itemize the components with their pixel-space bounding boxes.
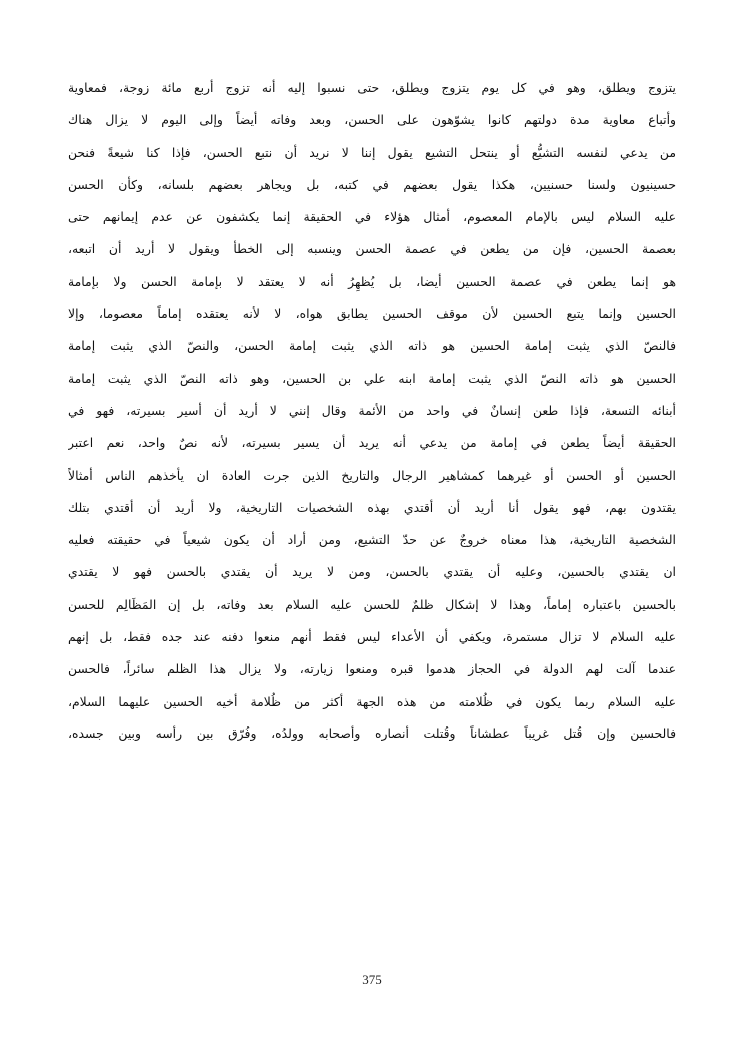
text-line-9: فالنصّ الذي يثبت إمامة الحسين هو ذاته الذي يثبت إمامة الحسن، والنصّ الذي يثبت إمامة bbox=[68, 338, 676, 354]
text-line-5: عليه السلام ليس بالإمام المعصوم، أمثال هؤلاء في الحقيقة إنما يكشفون عن عدم إيمانهم حتى bbox=[68, 209, 676, 225]
page-number: 375 bbox=[362, 972, 382, 987]
text-line-1: يتزوج ويطلق، وهو في كل يوم يتزوج ويطلق، حتى نسبوا إليه أنه تزوج أربع مائة زوجة، فمعاوية bbox=[68, 80, 676, 95]
text-line-10: الحسين هو ذاته النصّ الذي يثبت إمامة ابنه علي بن الحسين، وهو ذاته النصّ الذي يثبت إمامة bbox=[68, 370, 676, 386]
text-line-16: ان يقتدي بالحسين، وعليه أن يقتدي بالحسن، ومن لا يريد أن يقتدي بالحسن فهو لا يقتدي bbox=[68, 564, 676, 580]
text-line-6: بعصمة الحسين، فإن من يطعن في عصمة الحسن وينسبه إلى الخطأ ويقول لا أريد أن اتبعه، bbox=[68, 241, 676, 257]
text-line-18: عليه السلام لا تزال مستمرة، ويكفي أن الأعداء ليس فقط أنهم منعوا دفنه عند جده فقط، بل إنهم bbox=[68, 629, 676, 645]
text-line-11: أبنائه التسعة، فإذا طعن إنسانٌ في واحد من الأئمة وقال إنني لا أريد أن أسير بسيرته، فهو في bbox=[68, 402, 676, 418]
body-text bbox=[68, 74, 676, 752]
text-line-3: من يدعي لنفسه التشيُّع أو ينتحل التشيع يقول إننا لا نريد أن نتبع الحسن، فإذا كنا شيعةً فنحن bbox=[68, 144, 676, 160]
text-line-15: الشخصية التاريخية، هذا معناه خروجٌ عن حدّ التشيع، ومن أراد أن يكون شيعياً في حقيقته فعليه bbox=[68, 532, 676, 548]
text-line-17: بالحسين باعتباره إماماً، وهذا لا إشكال ظلمٌ للحسن عليه السلام بعد وفاته، بل إن المَظَالِم للحسن bbox=[68, 596, 676, 612]
text-line-19: عندما آلت لهم الدولة في الحجاز هدموا قبره ومنعوا زيارته، ولا يزال هذا الظلم سائراً، فالحسن bbox=[68, 661, 676, 677]
text-line-8: الحسين وإنما يتبع الحسين لأن موقف الحسين يطابق هواه، لا لأنه يعتقده إماماً معصوما، وإلا bbox=[68, 306, 676, 322]
text-line-20: عليه السلام ربما يكون في ظُلامته من هذه الجهة أكثر من ظُلامة أخيه الحسين عليهما السلام، bbox=[68, 693, 676, 709]
text-line-14: يقتدون بهم، فهو يقول أنا أريد أن أقتدي بهذه الشخصيات التاريخية، ولا أريد أن أقتدي بتلك bbox=[68, 499, 676, 515]
text-line-12: الحقيقة أيضاً يطعن في إمامة من يدعي أنه يريد أن يسير بسيرته، لأنه نصٌ واحد، نعم اعتبر bbox=[68, 435, 676, 451]
text-line-13: الحسين أو الحسن أو غيرهما كمشاهير الرجال والتاريخ الذين جرت العادة ان يأخذهم الناس أمثالاً bbox=[68, 467, 676, 483]
text-line-7: هو إنما يطعن في عصمة الحسين أيضا، بل يُظهِرُ أنه لا يعتقد لا بإمامة الحسن ولا بإمامة bbox=[68, 273, 676, 289]
text-line-2: وأتباع معاوية مدة دولتهم كانوا يشوّهون على الحسن، وبعد وفاته أيضاً وإلى اليوم لا يزال هناك bbox=[68, 112, 676, 128]
text-line-21: فالحسين وإن قُتل غريباً عطشاناً وقُتلت أنصاره وأصحابه وولدُه، وفُرّق بين رأسه وبين جسده، bbox=[68, 725, 676, 741]
text-line-4: حسينيون ولسنا حسنيين، هكذا يقول بعضهم في كتبه، بل ويجاهر بعضهم بلسانه، وكأن الحسن bbox=[68, 176, 676, 192]
